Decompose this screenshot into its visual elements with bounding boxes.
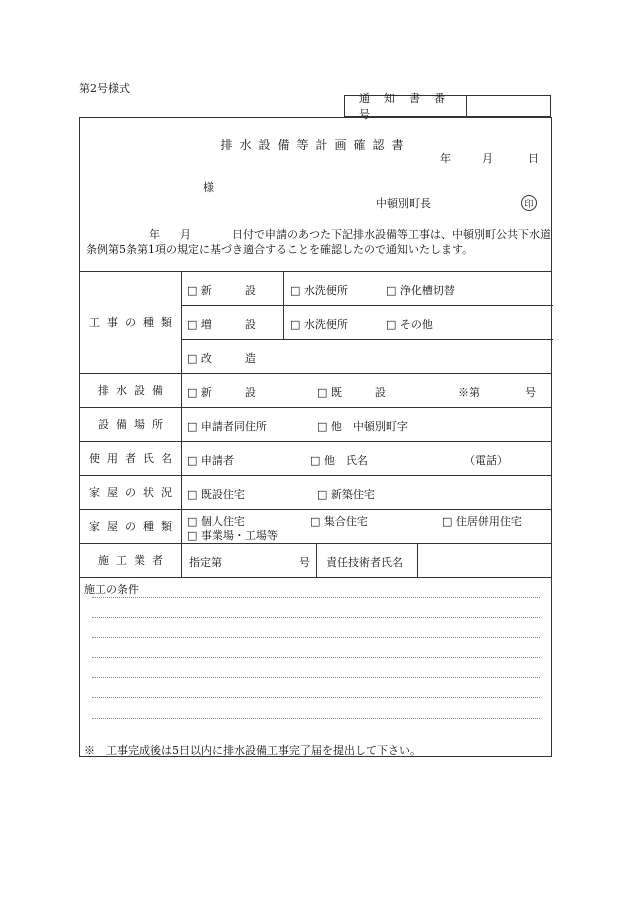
label-column-divider [181, 271, 182, 577]
column-divider [283, 271, 284, 339]
contractor-label: 施工業者 [98, 554, 170, 567]
seal-mark: 印 [521, 195, 537, 211]
divider [80, 577, 551, 578]
condition-line[interactable] [92, 697, 540, 698]
form-title: 排水設備等計画確認書 [220, 138, 411, 152]
column-divider [417, 543, 418, 577]
checkbox-mixed-use[interactable]: □ 住居併用住宅 [442, 515, 522, 528]
drain-number-prefix: ※第 [458, 386, 480, 399]
checkbox-apartment[interactable]: □ 集合住宅 [310, 515, 368, 528]
designated-number-suffix: 号 [299, 556, 310, 569]
condition-line[interactable] [92, 637, 540, 638]
checkbox-septic-switch[interactable]: □ 浄化槽切替 [386, 284, 455, 297]
condition-line[interactable] [92, 677, 540, 678]
engineer-name-label: 責任技術者氏名 [326, 556, 403, 569]
condition-line[interactable] [92, 718, 540, 719]
conditions-label: 施工の条件 [84, 583, 139, 596]
checkbox-drain-existing[interactable]: □ 既 設 [317, 386, 386, 399]
confirmation-form [79, 117, 552, 757]
checkbox-private-house[interactable]: □ 個人住宅 [187, 515, 245, 528]
notice-number-box [344, 92, 551, 121]
notice-number-field[interactable] [468, 96, 550, 116]
condition-line[interactable] [92, 617, 540, 618]
checkbox-same-address[interactable]: □ 申請者同住所 [187, 420, 267, 433]
checkbox-business[interactable]: □ 事業場・工場等 [187, 529, 278, 542]
date-year: 年 [440, 152, 451, 165]
checkbox-extension[interactable]: □ 増 設 [187, 318, 256, 331]
body-year: 年 [149, 228, 160, 241]
body-text-line2: 条例第5条第1項の規定に基づき適合することを確認したので通知いたします。 [86, 243, 474, 256]
checkbox-flush-toilet[interactable]: □ 水洗便所 [290, 284, 348, 297]
house-type-label: 家屋の種類 [89, 520, 179, 533]
footnote: ※ 工事完成後は5日以内に排水設備工事完了届を提出して下さい。 [84, 744, 421, 757]
checkbox-other[interactable]: □ その他 [386, 318, 433, 331]
form-id: 第2号様式 [79, 82, 130, 95]
construction-type-label: 工事の種類 [89, 316, 179, 329]
checkbox-other-address[interactable]: □ 他 中頓別町字 [317, 420, 408, 433]
checkbox-drain-new[interactable]: □ 新 設 [187, 386, 256, 399]
designated-number-prefix: 指定第 [189, 556, 222, 569]
condition-line[interactable] [92, 597, 540, 598]
house-status-label: 家屋の状況 [89, 486, 179, 499]
drain-number-suffix: 号 [525, 386, 536, 399]
phone-label: （電話） [464, 454, 508, 467]
addressee-suffix: 様 [203, 181, 214, 194]
notice-number-label: 通知書番号 [345, 96, 467, 116]
drainage-label: 排水設備 [98, 384, 170, 397]
user-name-label: 使用者氏名 [89, 452, 179, 465]
checkbox-remodel[interactable]: □ 改 造 [187, 352, 256, 365]
divider [181, 305, 553, 306]
body-text-line1: 日付で申請のあつた下記排水設備等工事は、中頓別町公共下水道 [232, 228, 551, 241]
date-month: 月 [482, 152, 493, 165]
checkbox-new[interactable]: □ 新 設 [187, 284, 256, 297]
date-day: 日 [528, 152, 539, 165]
checkbox-applicant[interactable]: □ 申請者 [187, 454, 234, 467]
divider [181, 339, 553, 340]
issuer-name: 中頓別町長 [376, 197, 431, 210]
condition-line[interactable] [92, 657, 540, 658]
checkbox-existing-house[interactable]: □ 既設住宅 [187, 488, 245, 501]
checkbox-new-house[interactable]: □ 新築住宅 [317, 488, 375, 501]
checkbox-other-name[interactable]: □ 他 氏名 [310, 454, 368, 467]
location-label: 設備場所 [98, 418, 170, 431]
checkbox-flush-toilet-2[interactable]: □ 水洗便所 [290, 318, 348, 331]
column-divider [316, 543, 317, 577]
body-month: 月 [180, 228, 191, 241]
